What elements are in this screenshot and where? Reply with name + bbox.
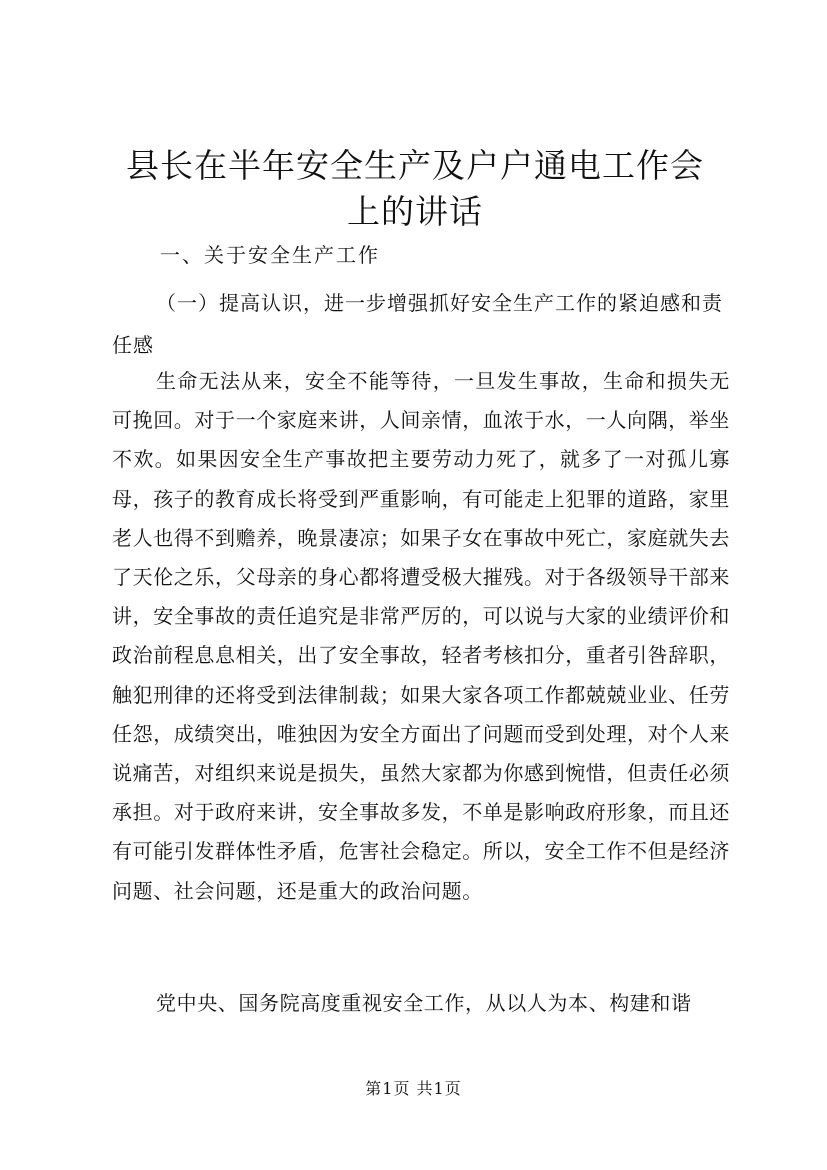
body-paragraph-1: 生命无法从来，安全不能等待，一旦发生事故，生命和损失无可挽回。对于一个家庭来讲，人间亲情，血浓于水，一人向隅，举坐不欢。如果因安全生产事故把主要劳动力死了，就多了一对孤儿寡母，孩子的教育成长将受到严重影响，有可能走上犯罪的道路，家里老人也得不到赡养，晚景凄凉；如果子女在事故中死亡，家庭就失去了天伦之乐，父母亲的身心都将遭受极大摧残。对于各级领导干部来讲，安全事故的责任追究是非常严厉的，可以说与大家的业绩评价和政治前程息息相关，出了安全事故，轻者考核扣分，重者引咎辞职，触犯刑律的还将受到法律制裁；如果大家各项工作都兢兢业业、任劳任怨，成绩突出，唯独因为安全方面出了问题而受到处理，对个人来说痛苦，对组织来说是损失，虽然大家都为你感到惋惜，但责任必须承担。对于政府来讲，安全事故多发，不单是影响政府形象，而且还有可能引发群体性矛盾，危害社会稳定。所以，安全工作不但是经济问题、社会问题，还是重大的政治问题。 [112,369,730,903]
section-heading: 一、关于安全生产工作 [160,243,380,267]
document-title: 县长在半年安全生产及户户通电工作会上的讲话 [126,146,704,231]
body-paragraph-2: 党中央、国务院高度重视安全工作，从以人为本、构建和谐 [156,991,692,1015]
page-number-footer: 第1页 共1页 [365,1079,462,1098]
subsection-heading: （一）提高认识，进一步增强抓好安全生产工作的紧迫感和责任感 [112,291,723,357]
